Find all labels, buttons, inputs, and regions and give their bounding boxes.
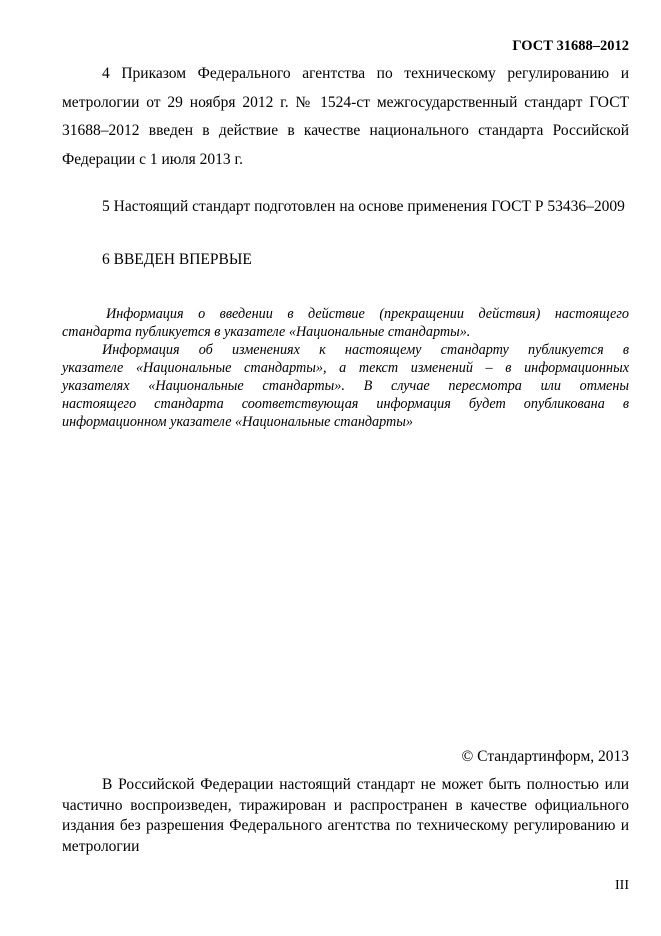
info-line: информационном указателе «Национальные стандарты»	[62, 414, 413, 430]
paragraph-line: 4 Приказом Федерального агентства по техническому регулированию и	[102, 65, 629, 82]
document-code-header: ГОСТ 31688–2012	[512, 38, 629, 54]
paragraph-item-6: 6 ВВЕДЕН ВПЕРВЫЕ	[102, 251, 252, 268]
paragraph-line: Федерации с 1 июля 2013 г.	[62, 150, 244, 168]
info-line: указателях «Национальные стандарты». В случае пересмотра или отмены	[62, 378, 629, 394]
info-paragraph-changes	[62, 341, 629, 431]
info-line: стандарта публикуется в указателе «Национальные стандарты».	[62, 324, 471, 340]
info-line: указателе «Национальные стандарты», а текст изменений – в информационных	[62, 360, 629, 376]
notice-line: частично воспроизведен, тиражирован и распространен в качестве официального	[62, 796, 629, 814]
page-number: III	[615, 878, 629, 893]
copyright-line: © Стандартинформ, 2013	[461, 748, 629, 765]
paragraph-line: метрологии от 29 ноября 2012 г. № 1524-ст межгосударственный стандарт ГОСТ	[62, 93, 629, 111]
notice-line: издания без разрешения Федерального агентства по техническому регулированию и	[62, 817, 629, 834]
reproduction-notice	[62, 775, 629, 857]
info-line: Информация об изменениях к настоящему стандарту публикуется в	[102, 342, 629, 358]
info-line: Информация о введении в действие (прекращении действия) настоящего	[106, 306, 629, 322]
info-line: настоящего стандарта соответствующая информация будет опубликована в	[62, 396, 629, 412]
notice-line: метрологии	[62, 837, 140, 855]
paragraph-line: 31688–2012 введен в действие в качестве национального стандарта Российской	[62, 122, 629, 139]
paragraph-item-5: 5 Настоящий стандарт подготовлен на основе применения ГОСТ Р 53436–2009	[102, 198, 625, 215]
info-paragraph-introduction	[62, 305, 629, 341]
notice-line: В Российской Федерации настоящий стандарт не может быть полностью или	[102, 776, 629, 793]
paragraph-item-4	[62, 60, 629, 174]
